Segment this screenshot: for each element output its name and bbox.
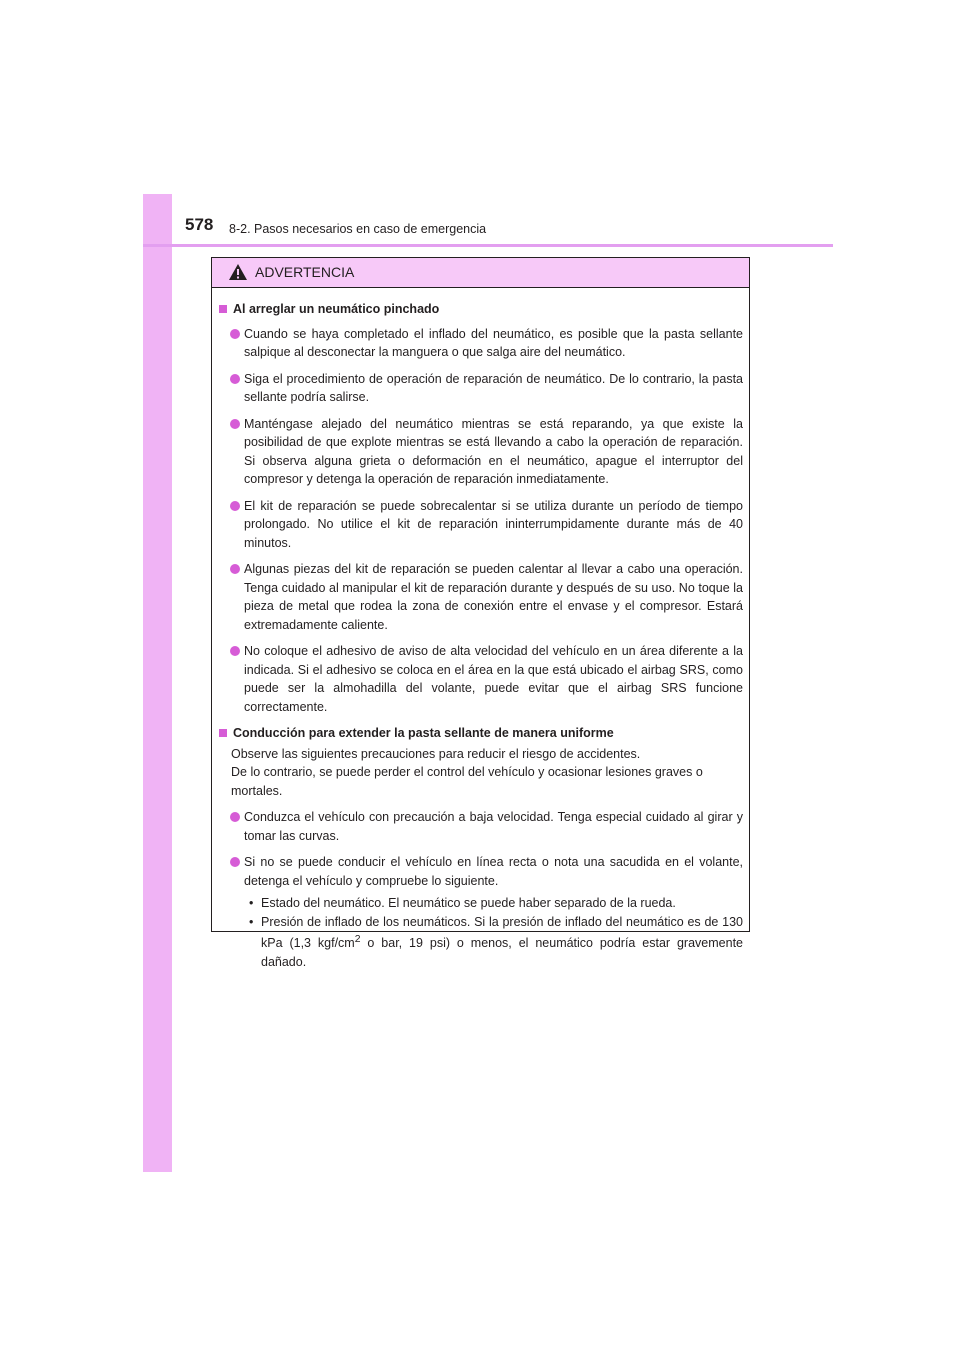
intro-paragraph: De lo contrario, se puede perder el control del vehículo y ocasionar lesiones graves o mortales. xyxy=(231,765,703,798)
round-bullet-icon xyxy=(230,419,240,429)
sub-list-item-text: Estado del neumático. El neumático se puede haber separado de la rueda. xyxy=(261,896,676,910)
list-item-text: Algunas piezas del kit de reparación se pueden calentar al llevar a cabo una operación. Tenga cuidado al manipular el kit de reparación durante y después de su uso. No toque la pieza de metal que rodea la zona de conexión entre el envase y el compresor. Estará extremadamente caliente. xyxy=(244,562,743,632)
list-item-text: Siga el procedimiento de operación de reparación de neumático. De lo contrario, la pasta sellante podría salirse. xyxy=(244,371,743,404)
section-heading-text: Al arreglar un neumático pinchado xyxy=(233,302,440,316)
section-heading xyxy=(219,300,743,319)
list-item-text: Cuando se haya completado el inflado del neumático, es posible que la pasta sellante salpique al desconectar la manguera o que salga aire del neumático. xyxy=(244,326,743,359)
round-bullet-icon xyxy=(230,501,240,511)
section-heading-text: Conducción para extender la pasta sellante de manera uniforme xyxy=(233,726,614,740)
round-bullet-icon xyxy=(230,329,240,339)
list-item-text: No coloque el adhesivo de aviso de alta velocidad del vehículo en un área diferente a la indicada. Si el adhesivo se coloca en el área en la que está ubicado el airbag SRS, como puede ser la almohadilla del volante, puede evitar que el airbag SRS funcione correctamente. xyxy=(244,644,743,714)
sub-bullet: • xyxy=(249,914,254,929)
warning-title: ADVERTENCIA xyxy=(255,264,355,280)
list-item xyxy=(230,808,743,845)
list-item xyxy=(230,853,743,890)
sub-list-item xyxy=(249,894,743,913)
superscript: 2 xyxy=(354,934,361,945)
warning-header xyxy=(212,258,749,288)
page-number: 578 xyxy=(185,215,214,234)
list-item xyxy=(230,560,743,634)
list-item-text: El kit de reparación se puede sobrecalentar si se utiliza durante un período de tiempo prolongado. No utilice el kit de reparación ininterrumpidamente durante más de 40 minutos. xyxy=(244,498,743,550)
sub-list-item xyxy=(249,913,743,972)
header-rule xyxy=(143,244,833,247)
warning-triangle-icon xyxy=(228,263,248,281)
list-item xyxy=(230,370,743,407)
list-item xyxy=(230,497,743,553)
round-bullet-icon xyxy=(230,374,240,384)
pressure-text-end: o bar, 19 psi) o menos, el neumático podría estar gravemente dañado. xyxy=(261,936,743,969)
warning-body xyxy=(212,288,749,971)
list-item xyxy=(230,325,743,362)
list-item-text: Si no se puede conducir el vehículo en línea recta o nota una sacudida en el volante, detenga el vehículo y compruebe lo siguiente. xyxy=(244,855,743,888)
section-heading xyxy=(219,724,743,743)
section-title: 8-2. Pasos necesarios en caso de emergencia xyxy=(229,222,487,236)
round-bullet-icon xyxy=(230,564,240,574)
list-item xyxy=(230,642,743,716)
sub-bullet: • xyxy=(249,896,254,910)
pressure-text-start: Presión de inflado de los neumáticos. Si la presión de inflado del neumático es de 130 kPa (1,3 kgf/cm xyxy=(261,914,743,951)
intro-paragraph: Observe las siguientes precauciones para reducir el riesgo de accidentes. xyxy=(231,746,641,761)
square-bullet-icon xyxy=(219,729,227,737)
round-bullet-icon xyxy=(230,812,240,822)
round-bullet-icon xyxy=(230,646,240,656)
list-item-text: Conduzca el vehículo con precaución a baja velocidad. Tenga especial cuidado al girar y tomar las curvas. xyxy=(244,810,743,843)
list-item xyxy=(230,415,743,489)
round-bullet-icon xyxy=(230,857,240,867)
sub-list-item-text xyxy=(261,913,743,972)
square-bullet-icon xyxy=(219,305,227,313)
chapter-side-tab xyxy=(143,194,172,1172)
warning-box xyxy=(211,257,750,969)
list-item-text: Manténgase alejado del neumático mientras se está reparando, ya que existe la posibilidad de que explote mientras se está llevando a cabo la operación de reparación. Si observa alguna grieta o deformación en el neumático, apague el interruptor del compresor y detenga la operación de reparación inmediatamente. xyxy=(244,416,743,486)
